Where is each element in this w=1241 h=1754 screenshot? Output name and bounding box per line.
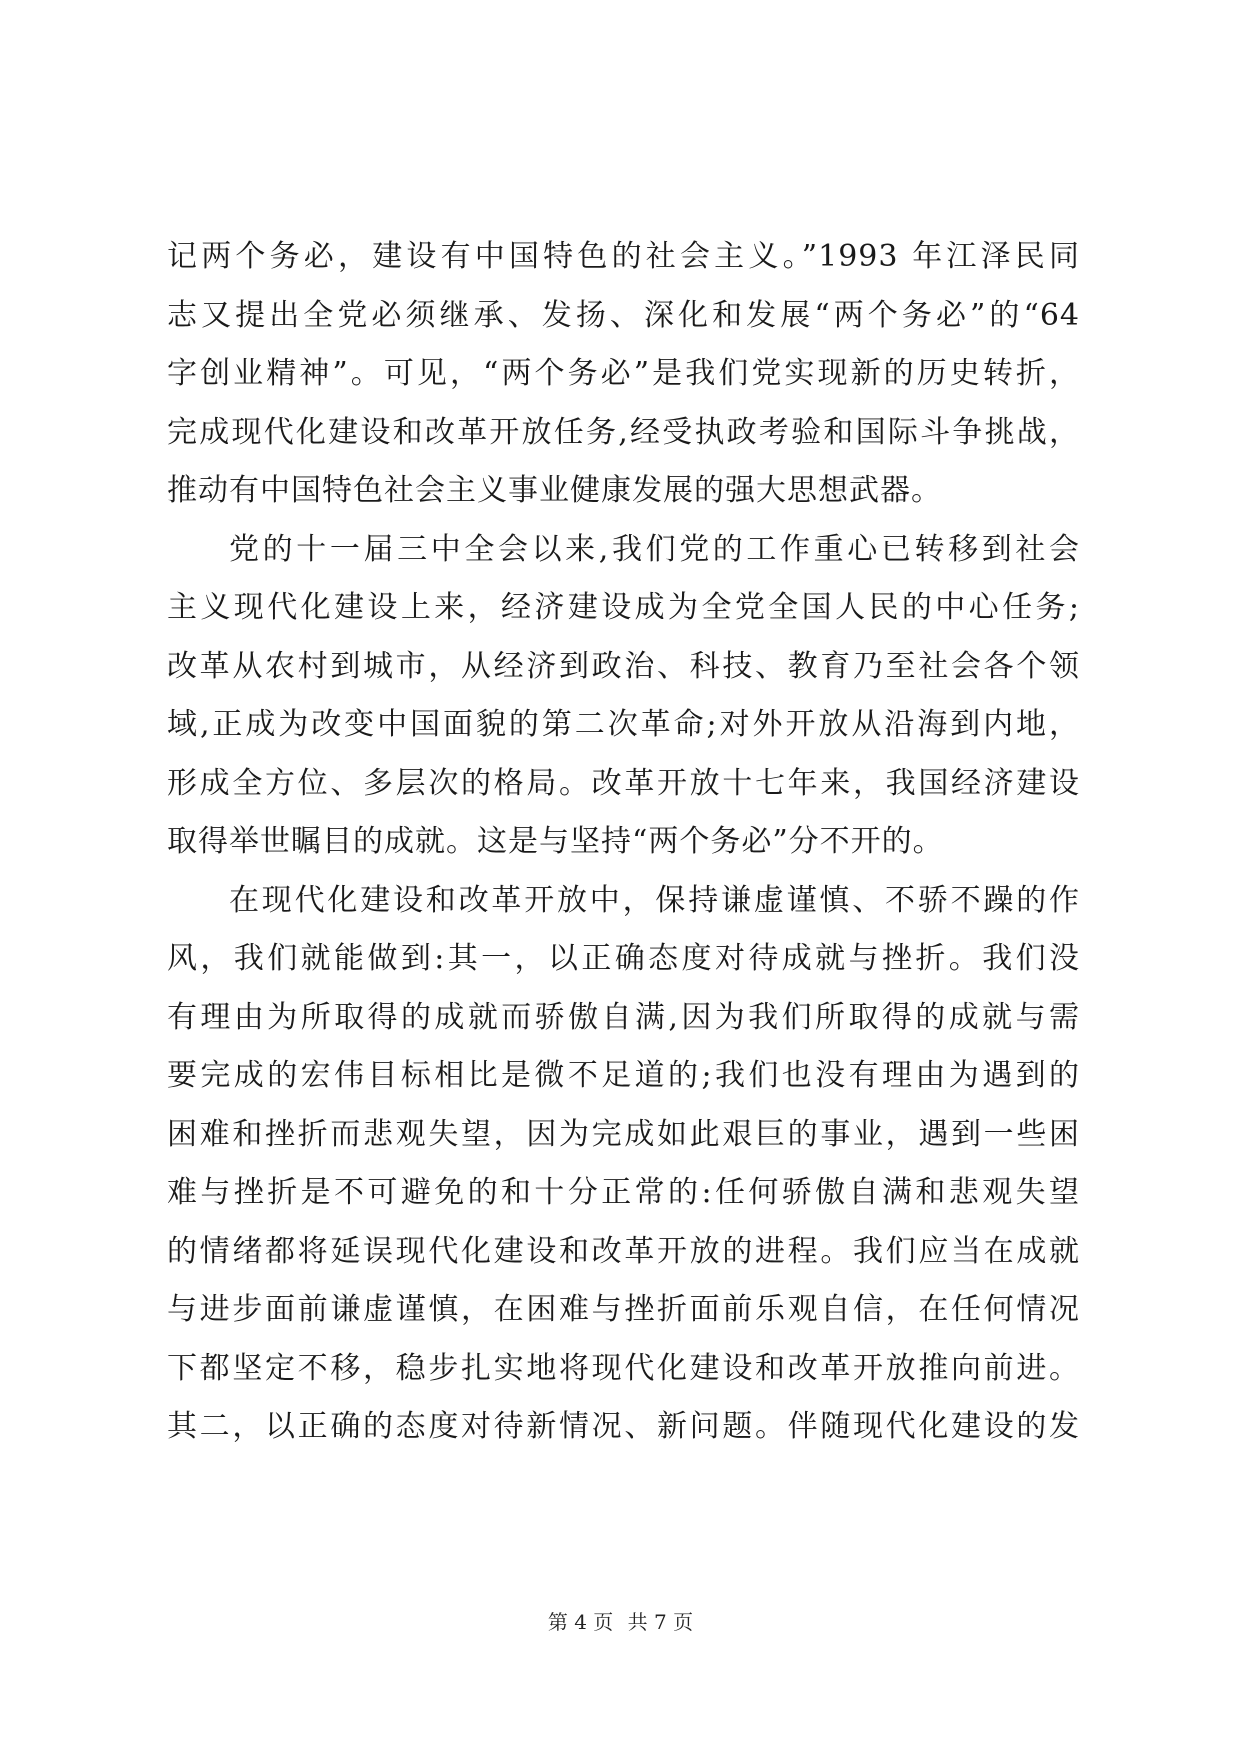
text-line: 困难和挫折而悲观失望，因为完成如此艰巨的事业，遇到一些困	[167, 1116, 1080, 1152]
text-line: 的情绪都将延误现代化建设和改革开放的进程。我们应当在成就	[167, 1233, 1080, 1269]
text-line: 其二，以正确的态度对待新情况、新问题。伴随现代化建设的发	[167, 1409, 1080, 1444]
text-line: 字创业精神”。可见，“两个务必”是我们党实现新的历史转折，	[167, 356, 1080, 391]
text-line: 下都坚定不移，稳步扎实地将现代化建设和改革开放推向前进。	[167, 1350, 1080, 1386]
text-line: 难与挫折是不可避免的和十分正常的:任何骄傲自满和悲观失望	[167, 1175, 1080, 1210]
text-line: 与进步面前谦虚谨慎，在困难与挫折面前乐观自信，在任何情况	[167, 1292, 1080, 1327]
text-line: 取得举世瞩目的成就。这是与坚持“两个务必”分不开的。	[167, 824, 944, 859]
text-line: 有理由为所取得的成就而骄傲自满,因为我们所取得的成就与需	[167, 999, 1080, 1035]
text-line: 要完成的宏伟目标相比是微不足道的;我们也没有理由为遇到的	[167, 1058, 1080, 1093]
text-line: 改革从农村到城市，从经济到政治、科技、教育乃至社会各个领	[167, 648, 1080, 684]
text-line: 形成全方位、多层次的格局。改革开放十七年来，我国经济建设	[167, 765, 1080, 801]
page-number: 第 4 页	[547, 1610, 614, 1634]
text-line: 域,正成为改变中国面貌的第二次革命;对外开放从沿海到内地，	[167, 707, 1080, 742]
paragraph-start-line: 在现代化建设和改革开放中，保持谦虚谨慎、不骄不躁的作	[229, 882, 1080, 918]
text-line: 风，我们就能做到:其一，以正确态度对待成就与挫折。我们没	[167, 941, 1080, 976]
paragraph-start-line: 党的十一届三中全会以来,我们党的工作重心已转移到社会	[229, 531, 1080, 567]
total-pages: 共 7 页	[627, 1610, 694, 1634]
document-body	[167, 228, 1080, 1457]
text-line: 记两个务必，建设有中国特色的社会主义。”1993 年江泽民同	[167, 239, 1080, 274]
text-line: 志又提出全党必须继承、发扬、深化和发展“两个务必”的“64	[167, 297, 1080, 333]
text-line: 主义现代化建设上来，经济建设成为全党全国人民的中心任务;	[167, 590, 1080, 625]
text-line: 完成现代化建设和改革开放任务,经受执政考验和国际斗争挑战，	[167, 414, 1080, 450]
text-line: 推动有中国特色社会主义事业健康发展的强大思想武器。	[167, 473, 942, 508]
page-footer	[0, 1606, 1241, 1635]
